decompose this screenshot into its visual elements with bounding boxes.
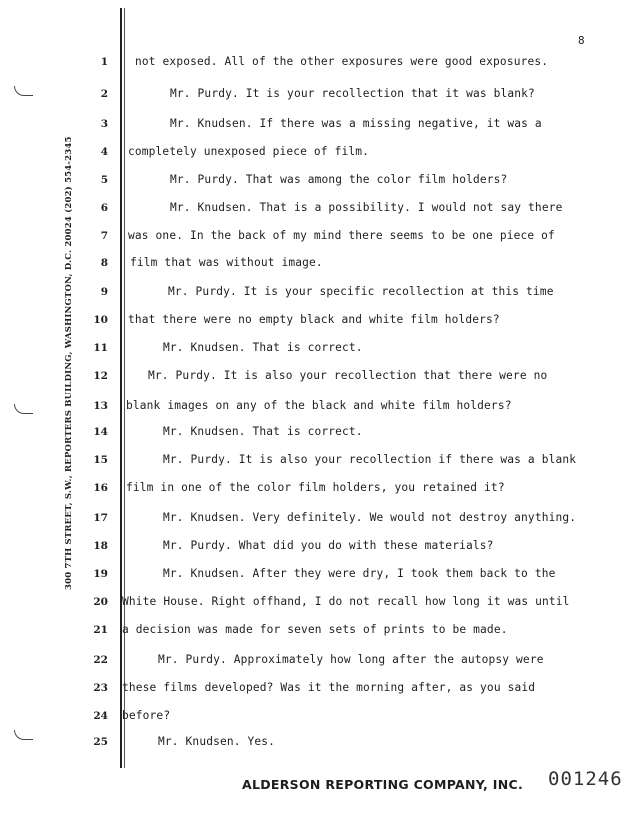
line-number: 15	[93, 454, 108, 466]
line-number: 13	[93, 400, 108, 412]
reporter-address: 300 7TH STREET, S.W., REPORTERS BUILDING, WASHINGTON, D.C. 20024 (202) 554-2345	[64, 136, 74, 590]
punch-hole-mark	[14, 86, 33, 96]
transcript-line-text: film that was without image.	[130, 256, 323, 269]
line-number: 9	[100, 286, 108, 298]
transcript-line-text: Mr. Knudsen. After they were dry, I took them back to the	[163, 567, 556, 580]
line-number: 4	[100, 146, 108, 158]
line-number: 25	[93, 736, 108, 748]
transcript-line-text: was one. In the back of my mind there seems to be one piece of	[128, 229, 555, 242]
transcript-line-text: Mr. Knudsen. Yes.	[158, 735, 276, 748]
line-number: 14	[93, 426, 108, 438]
line-number: 3	[100, 118, 108, 130]
line-number: 6	[100, 202, 108, 214]
line-number: 20	[93, 596, 108, 608]
document-number: 001246	[548, 768, 623, 790]
line-number: 12	[93, 370, 108, 382]
transcript-line-text: Mr. Purdy. It is also your recollection if there was a blank	[163, 453, 577, 466]
transcript-line-text: Mr. Purdy. That was among the color film holders?	[170, 173, 508, 186]
line-number: 10	[93, 314, 108, 326]
footer-company: ALDERSON REPORTING COMPANY, INC.	[242, 777, 523, 792]
line-number: 22	[93, 654, 108, 666]
transcript-line-text: Mr. Purdy. It is your specific recollection at this time	[168, 285, 554, 298]
transcript-line-text: White House. Right offhand, I do not recall how long it was until	[122, 595, 570, 608]
transcript-line-text: that there were no empty black and white film holders?	[128, 313, 500, 326]
margin-rule-inner	[124, 8, 125, 768]
transcript-line-text: Mr. Purdy. Approximately how long after the autopsy were	[158, 653, 544, 666]
transcript-line-text: Mr. Purdy. It is your recollection that it was blank?	[170, 87, 535, 100]
margin-rule	[120, 8, 122, 768]
transcript-line-text: a decision was made for seven sets of prints to be made.	[122, 623, 508, 636]
line-number: 1	[100, 56, 108, 68]
transcript-line-text: Mr. Purdy. What did you do with these materials?	[163, 539, 494, 552]
transcript-line-text: Mr. Purdy. It is also your recollection that there were no	[148, 369, 548, 382]
punch-hole-mark	[14, 404, 33, 414]
transcript-line-text: not exposed. All of the other exposures were good exposures.	[135, 55, 549, 68]
line-number: 17	[93, 512, 108, 524]
line-number: 24	[93, 710, 108, 722]
line-number: 16	[93, 482, 108, 494]
line-number: 11	[93, 342, 108, 354]
transcript-line-text: film in one of the color film holders, you retained it?	[126, 481, 505, 494]
transcript-line-text: Mr. Knudsen. That is correct.	[163, 425, 363, 438]
line-number: 7	[100, 230, 108, 242]
transcript-line-text: these films developed? Was it the morning after, as you said	[122, 681, 536, 694]
transcript-line-text: Mr. Knudsen. Very definitely. We would not destroy anything.	[163, 511, 577, 524]
transcript-line-text: completely unexposed piece of film.	[128, 145, 369, 158]
transcript-line-text: Mr. Knudsen. That is a possibility. I would not say there	[170, 201, 563, 214]
line-number: 2	[100, 88, 108, 100]
line-number: 18	[93, 540, 108, 552]
page-number: 8	[578, 34, 585, 47]
line-number: 19	[93, 568, 108, 580]
transcript-line-text: blank images on any of the black and white film holders?	[126, 399, 512, 412]
transcript-line-text: Mr. Knudsen. That is correct.	[163, 341, 363, 354]
punch-hole-mark	[14, 730, 33, 740]
line-number: 8	[100, 257, 108, 269]
line-number: 5	[100, 174, 108, 186]
line-number: 23	[93, 682, 108, 694]
transcript-line-text: before?	[122, 709, 171, 722]
line-number: 21	[93, 624, 108, 636]
transcript-line-text: Mr. Knudsen. If there was a missing negative, it was a	[170, 117, 542, 130]
